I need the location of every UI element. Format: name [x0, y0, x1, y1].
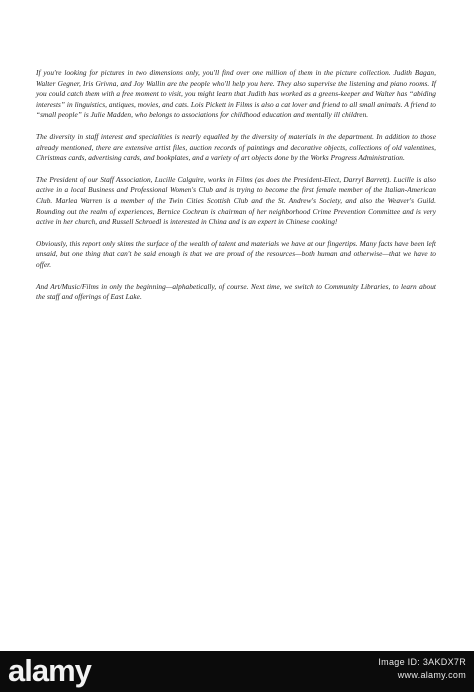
stock-url-label: www.alamy.com — [397, 670, 466, 680]
banner-info — [378, 656, 466, 682]
paragraph-picture-collection: If you're looking for pictures in two dimensions only, you'll find over one million of them in the picture collection. Judith Bagan, Walter Gegner, Iris Grivna, and Joy Wallin are the people who'll help you here. They also supervise the listening and piano rooms. If you could catch them with a free moment to visit, you might learn that Judith has worked as a greens-keeper and Walter has “abiding interests” in linguistics, antiques, movies, and cats. Lois Pickett in Films is also a cat lover and friend to all small animals. A friend to “small people” is Julie Madden, who belongs to associations for childhood education and mentally ill children. — [36, 68, 436, 120]
paragraph-summary: Obviously, this report only skims the surface of the wealth of talent and materials we have at our fingertips. Many facts have been left unsaid, but one thing that can't be said enough is that we are proud of the resources—both human and otherwise—that we have to offer. — [36, 238, 436, 269]
image-id-label: Image ID: 3AKDX7R — [378, 657, 466, 667]
paragraph-staff-diversity: The diversity in staff interest and specialities is nearly equalled by the diversity of materials in the department. In addition to those already mentioned, there are extensive artist files, auction records of paintings and decorative objects, collections of old valentines, Christmas cards, advertising cards, and bookplates, and a variety of art objects done by the Works Progress Administration. — [36, 131, 436, 163]
alamy-logo: alamy — [8, 653, 91, 688]
paragraph-staff-association: The President of our Staff Association, Lucille Calguire, works in Films (as does the President-Elect, Darryl Barrett). Lucille is also active in a local Business and Professional Women's Club and is trying to become the first female member of the Italian-American Club. Marlea Warren is a member of the Twin Cities Scottish Club and the St. Andrew's Society, and also the Weaver's Guild. Rounding out the realm of experiences, Bernice Cochran is chairman of her neighborhood Crime Prevention Committee and is very active in her church, and Russell Schroedl is interested in China and is an expert in Chinese cooking! — [36, 174, 436, 227]
paragraph-next-time: And Art/Music/Films in only the beginning—alphabetically, of course. Next time, we switch to Community Libraries, to learn about the staff and offerings of East Lake. — [36, 281, 436, 302]
stock-watermark-banner — [0, 651, 474, 692]
document-body — [36, 68, 436, 314]
